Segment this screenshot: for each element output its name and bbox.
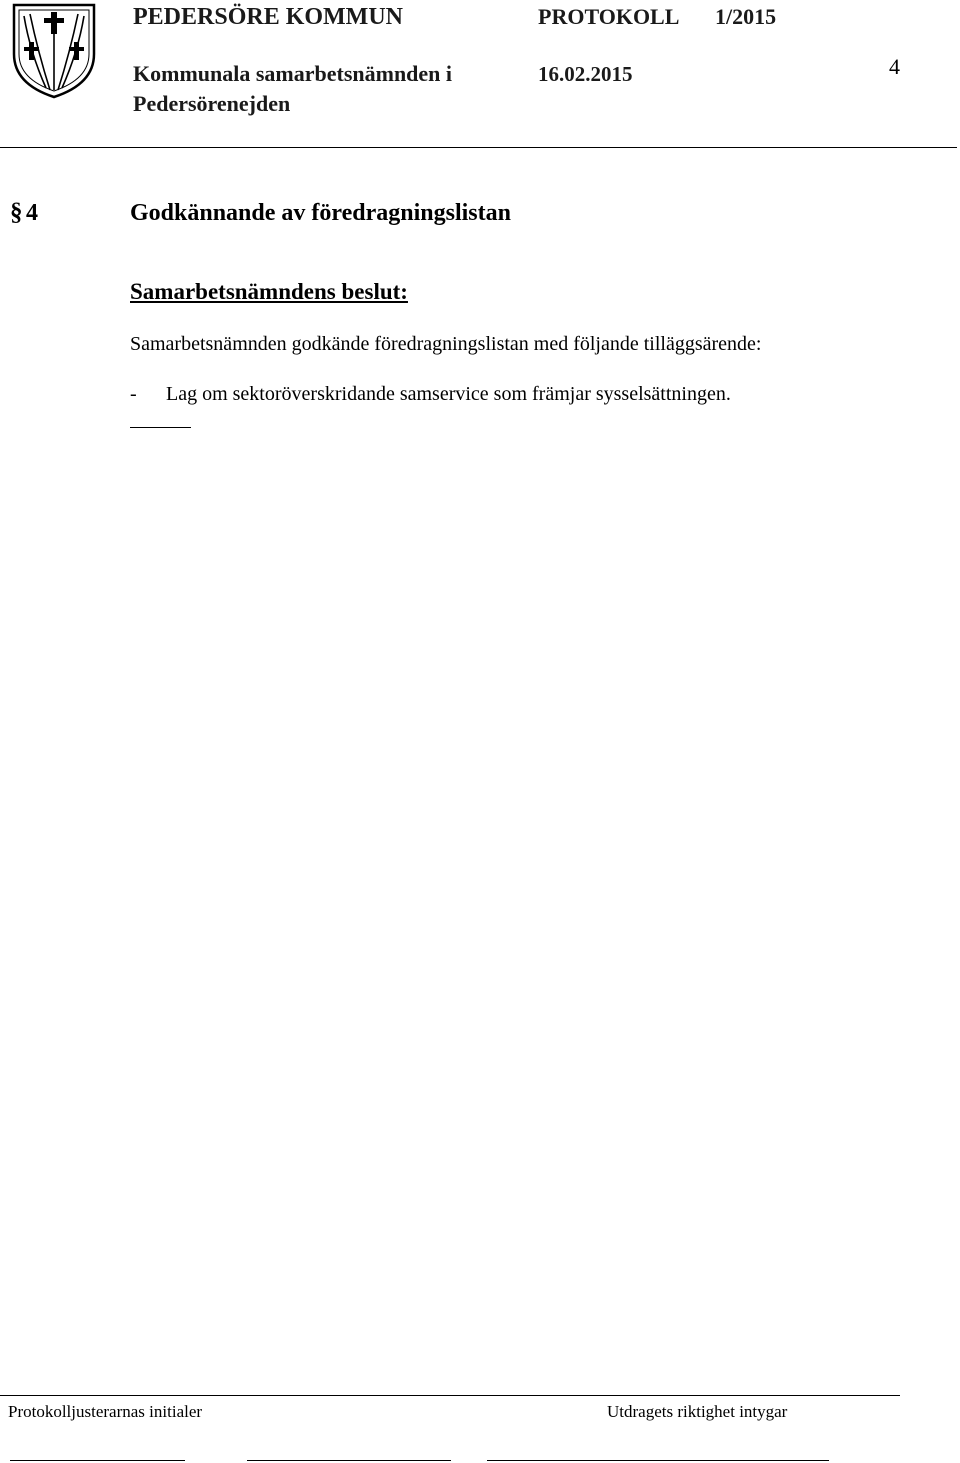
decision-text: Samarbetsnämnden godkände föredragningslistan med följande tilläggsärende: xyxy=(130,333,762,355)
list-item-bullet: - xyxy=(130,383,137,405)
committee-name-line1: Kommunala samarbetsnämnden i xyxy=(133,61,453,86)
coat-of-arms-icon xyxy=(10,2,98,100)
document-type: PROTOKOLL xyxy=(538,4,680,29)
initials-signature-line-2 xyxy=(247,1460,451,1461)
municipality-name: PEDERSÖRE KOMMUN xyxy=(133,4,403,30)
certification-signature-line xyxy=(487,1460,829,1461)
list-item: Lag om sektoröverskridande samservice som främjar sysselsättningen. xyxy=(166,383,731,405)
footer-certification-label: Utdragets riktighet intygar xyxy=(607,1402,788,1421)
meeting-date: 16.02.2015 xyxy=(538,62,633,86)
end-of-section-line xyxy=(130,427,191,428)
initials-signature-line-1 xyxy=(10,1460,185,1461)
section-number: 4 xyxy=(26,200,38,226)
header-divider xyxy=(0,147,957,148)
section-symbol: § xyxy=(10,199,23,226)
footer-initials-label: Protokolljusterarnas initialer xyxy=(8,1402,203,1421)
document-number: 1/2015 xyxy=(715,4,777,29)
page-number: 4 xyxy=(889,54,900,79)
committee-name-line2: Pedersörenejden xyxy=(133,91,291,116)
section-title: Godkännande av föredragningslistan xyxy=(130,200,511,226)
footer-divider xyxy=(0,1395,900,1396)
decision-heading: Samarbetsnämndens beslut: xyxy=(130,279,408,304)
